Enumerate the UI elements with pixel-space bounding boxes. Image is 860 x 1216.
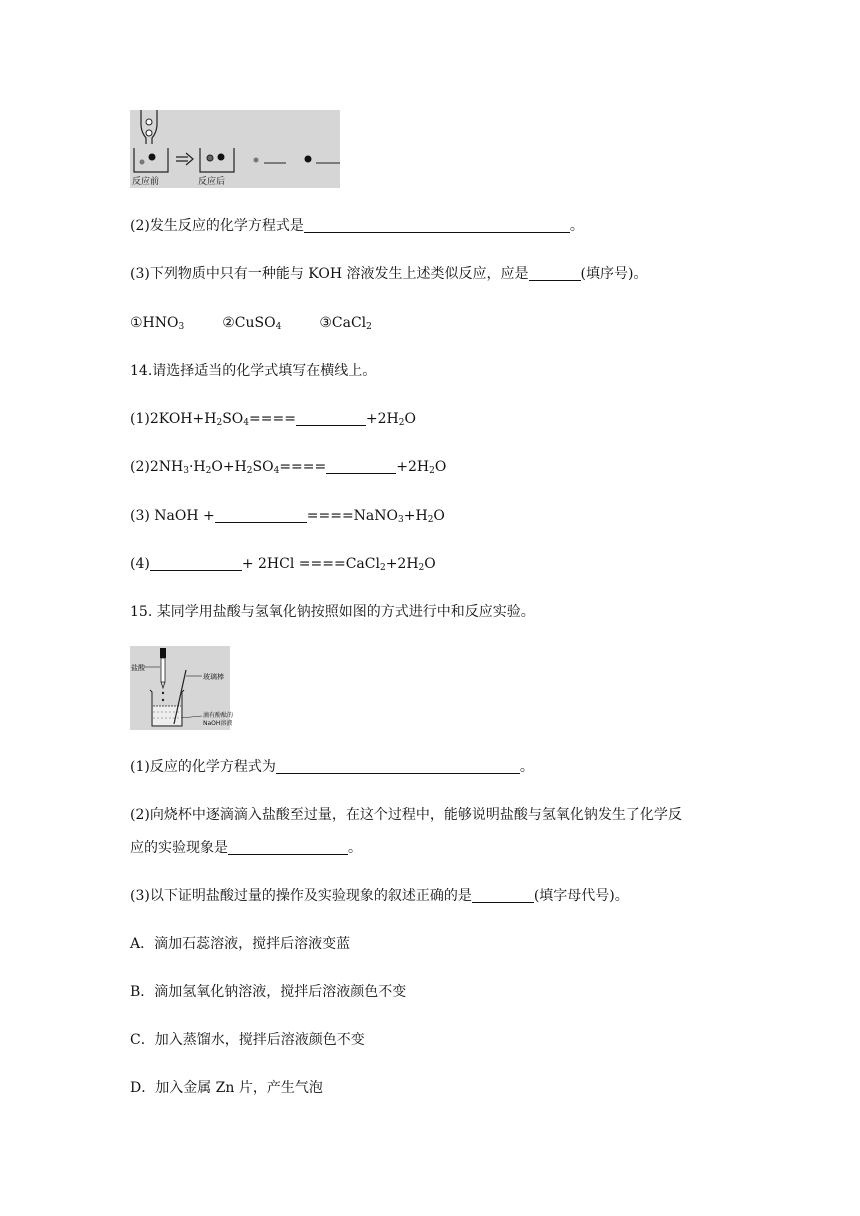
q15-part2-line1: (2)向烧杯中逐滴滴入盐酸至过量，在这个过程中，能够说明盐酸与氢氧化钠发生了化学反 [130,807,682,823]
apparatus-diagram [130,646,234,730]
solution-label-2: NaOH溶液 [203,720,233,727]
choice-d: D．加入金属 Zn 片，产生气泡 [130,1080,323,1096]
rod-label: 玻璃棒 [203,673,224,681]
answer-blank[interactable] [276,759,520,774]
q13-options [130,313,372,333]
q14-eq4: $(4) + 2HCl ====CaCl_2+2H_2O$ [130,556,436,573]
answer-blank[interactable] [150,556,242,571]
solution-label-1: 滴有酚酞的 [203,712,234,719]
answer-blank[interactable] [296,411,366,426]
q14-eq1: $(1)2KOH+H_2SO_4==== +2H_2O$ [130,411,416,428]
reaction-figure [130,110,340,188]
q14-title: 14.请选择适当的化学式填写在横线上。 [130,363,377,379]
q15-part2-line2: 应的实验现象是 。 [130,840,362,856]
q15-part1: (1)反应的化学方程式为 。 [130,759,534,775]
choice-a: A．滴加石蕊溶液，搅拌后溶液变蓝 [130,936,351,952]
answer-blank[interactable] [228,840,348,855]
answer-blank[interactable] [326,459,396,474]
q13-part3: (3)下列物质中只有一种能与 KOH 溶液发生上述类似反应，应是 (填序号)。 [130,266,648,282]
option-2: ②CuSO$_4$ [222,315,282,332]
after-label: 反应后 [198,177,226,187]
answer-blank[interactable] [215,508,307,523]
before-label: 反应前 [132,177,160,187]
q13-part2: (2)发生反应的化学方程式是 。 [130,218,584,234]
reaction-diagram [130,110,340,188]
q15-title: 15. 某同学用盐酸与氢氧化钠按照如图的方式进行中和反应实验。 [130,604,535,620]
choice-c: C．加入蒸馏水，搅拌后溶液颜色不变 [130,1032,365,1048]
answer-blank[interactable] [304,218,570,233]
q14-eq3: (3) NaOH + $====NaNO_3+H_2O$ [130,508,445,525]
option-3: ③CaCl$_2$ [319,315,372,332]
answer-blank[interactable] [529,266,581,281]
choice-b: B．滴加氢氧化钠溶液，搅拌后溶液颜色不变 [130,984,407,1000]
option-1: $①HNO_3$ [130,315,185,332]
q14-eq2: $(2)2NH_3\cdot H_2O+H_2SO_4==== +2H_2O$ [130,459,447,476]
q15-part3: (3)以下证明盐酸过量的操作及实验现象的叙述正确的是 (填字母代号)。 [130,888,629,904]
answer-blank[interactable] [472,888,534,903]
acid-label: 盐酸 [131,664,145,672]
neutralization-figure [130,646,234,730]
